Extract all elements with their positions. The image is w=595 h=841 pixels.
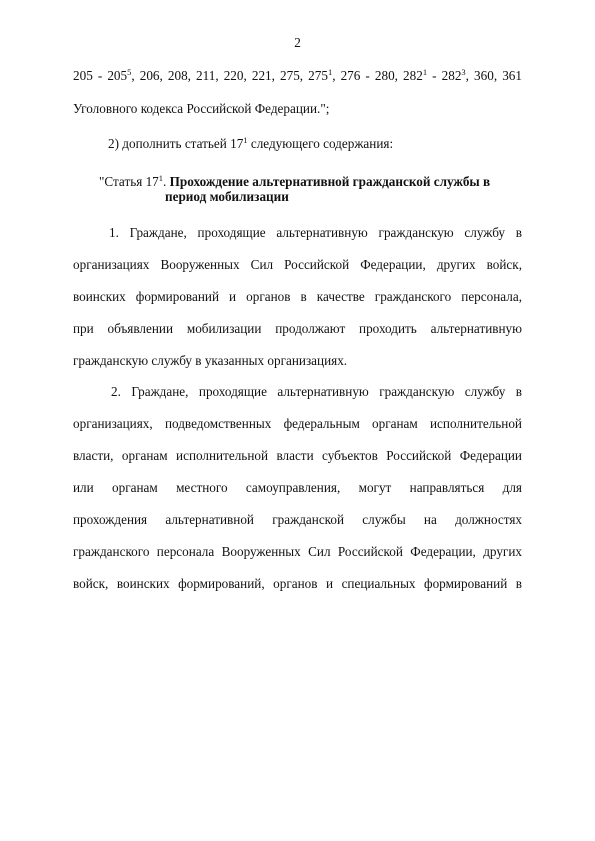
- paragraph-2-line: гражданского персонала Вооруженных Сил Российской Федерации, других: [73, 544, 522, 559]
- article-heading: "Статья $17^1$. Прохождение альтернативной гражданской службы в: [99, 173, 491, 189]
- criminal-code-line: Уголовного кодекса Российской Федерации.";: [73, 101, 330, 116]
- paragraph-1-line: при объявлении мобилизации продолжают проходить альтернативную: [73, 321, 522, 336]
- paragraph-1-line: 1. Граждане, проходящие альтернативную гражданскую службу в: [109, 225, 522, 240]
- paragraph-2-line: 2. Граждане, проходящие альтернативную гражданскую службу в: [111, 384, 522, 399]
- article-list-line: $205 - 205^5$, 206, 208, 211, 220, 221, 275, $275^1$, 276 - 280, $282^1 - 282^3$, 360, 361: [73, 67, 522, 83]
- paragraph-2-line: организациях, подведомственных федеральным органам исполнительной: [73, 416, 522, 431]
- paragraph-1-line: гражданскую службу в указанных организациях.: [73, 353, 348, 368]
- paragraph-2-line: войск, воинских формирований, органов и специальных формирований в: [73, 576, 522, 591]
- paragraph-1-line: воинских формирований и органов в качестве гражданского персонала,: [73, 289, 522, 304]
- paragraph-2-line: прохождения альтернативной гражданской службы на должностях: [73, 512, 522, 527]
- article-heading-continued: период мобилизации: [165, 189, 289, 204]
- page-number: 2: [294, 35, 301, 50]
- paragraph-2-line: власти, органам исполнительной власти субъектов Российской Федерации: [73, 448, 522, 463]
- paragraph-2-line: или органам местного самоуправления, могут направляться для: [73, 480, 522, 495]
- amendment-item-2: 2) дополнить статьей $17^1$ следующего содержания:: [108, 135, 394, 151]
- paragraph-1-line: организациях Вооруженных Сил Российской Федерации, других войск,: [73, 257, 522, 272]
